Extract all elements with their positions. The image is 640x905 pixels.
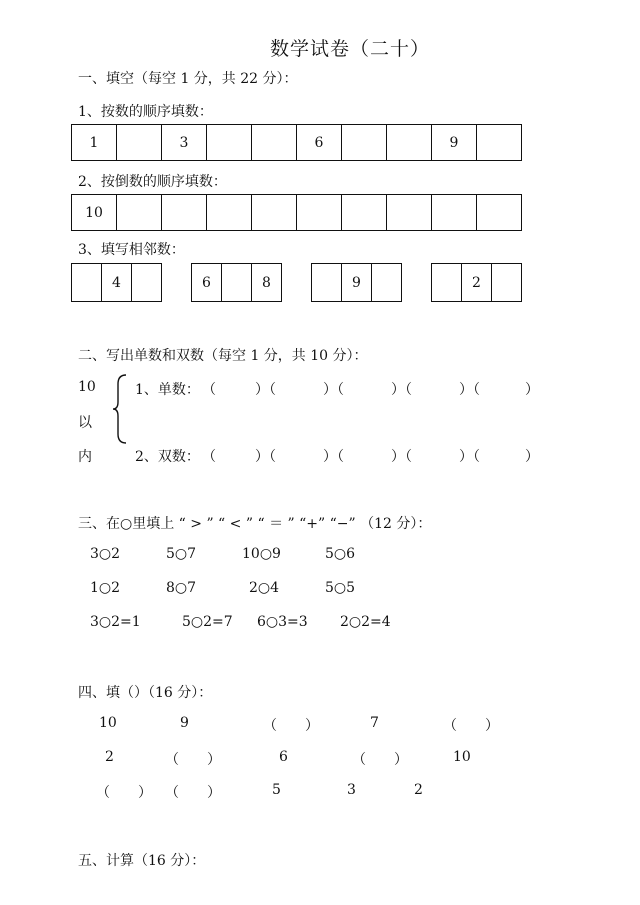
q1-cell[interactable]: 3 (161, 124, 207, 161)
q3-cell[interactable] (431, 263, 462, 302)
compare-item[interactable]: 10○9 (242, 546, 281, 562)
q3-group-1 (71, 263, 162, 302)
q2-cell[interactable] (341, 194, 387, 231)
q2-cell[interactable]: 10 (71, 194, 117, 231)
odd-blank[interactable]: ）（ (391, 382, 412, 398)
sequence-blank[interactable]: （ ） (165, 785, 221, 801)
compare-item[interactable]: 5○6 (325, 546, 356, 562)
even-blank[interactable]: ）（ (391, 449, 412, 465)
q1-cell[interactable]: 1 (71, 124, 117, 161)
q3-cell[interactable] (71, 263, 102, 302)
q1-cell[interactable] (341, 124, 387, 161)
q3-cell[interactable] (311, 263, 342, 302)
odd-blank-close: ） (525, 382, 539, 398)
sequence-item: 9 (180, 715, 189, 731)
equation-item[interactable]: 3○2=1 (90, 614, 141, 630)
q2-cell[interactable] (206, 194, 252, 231)
sequence-item: 2 (414, 782, 423, 798)
even-blank[interactable]: ）（ (255, 449, 276, 465)
q2-grid (71, 194, 522, 231)
sequence-item: 10 (99, 715, 117, 731)
q3-cell[interactable]: 9 (341, 263, 372, 302)
q2-cell[interactable] (296, 194, 342, 231)
side-label-10: 10 (78, 379, 96, 395)
compare-item[interactable]: 5○7 (166, 546, 197, 562)
page-title: 数学试卷（二十） (270, 38, 431, 60)
q3-cell[interactable]: 6 (191, 263, 222, 302)
sequence-item: 5 (272, 782, 281, 798)
q1-cell[interactable] (476, 124, 522, 161)
section2-heading: 二、写出单数和双数（每空 1 分，共 10 分）： (78, 348, 368, 364)
equation-item[interactable]: 5○2=7 (182, 614, 233, 630)
even-blank[interactable]: ）（ (323, 449, 344, 465)
q1-label: 1、按数的顺序填数： (78, 104, 213, 120)
odd-blank[interactable]: ）（ (459, 382, 480, 398)
q3-group-4 (431, 263, 522, 302)
section3-heading: 三、在○里填上 “ > ” “ < ” “ ＝ ” “+” “−” （12 分）： (78, 516, 432, 532)
odd-label: 1、单数： (135, 382, 200, 398)
section1-heading: 一、填空（每空 1 分，共 22 分）： (78, 71, 298, 87)
odd-blank-open: （ (202, 382, 216, 398)
q3-cell[interactable]: 8 (251, 263, 282, 302)
sequence-item: 7 (370, 715, 379, 731)
q3-cell[interactable]: 2 (461, 263, 492, 302)
even-blank-close: ） (525, 449, 539, 465)
compare-item[interactable]: 2○4 (249, 580, 280, 596)
section4-heading: 四、填（）（16 分）： (78, 685, 213, 701)
sequence-item: 6 (279, 749, 288, 765)
q3-label: 3、填写相邻数： (78, 242, 185, 258)
side-label-yi: 以 (78, 415, 92, 431)
q3-cell[interactable] (491, 263, 522, 302)
q1-cell[interactable] (251, 124, 297, 161)
compare-item[interactable]: 3○2 (90, 546, 121, 562)
even-blank-open: （ (202, 449, 216, 465)
q1-grid (71, 124, 522, 161)
sequence-item: 10 (453, 749, 471, 765)
q2-label: 2、按倒数的顺序填数： (78, 174, 227, 190)
even-blank[interactable]: ）（ (459, 449, 480, 465)
side-label-nei: 内 (78, 449, 92, 465)
q2-cell[interactable] (431, 194, 477, 231)
sequence-item: 2 (105, 749, 114, 765)
q2-cell[interactable] (161, 194, 207, 231)
q1-cell[interactable] (116, 124, 162, 161)
section5-heading: 五、计算（16 分）： (78, 853, 206, 869)
even-label: 2、双数： (135, 449, 200, 465)
equation-item[interactable]: 2○2=4 (340, 614, 391, 630)
q3-cell[interactable] (371, 263, 402, 302)
equation-item[interactable]: 6○3=3 (257, 614, 308, 630)
q3-cell[interactable] (131, 263, 162, 302)
q1-cell[interactable] (206, 124, 252, 161)
q3-group-2 (191, 263, 282, 302)
compare-item[interactable]: 8○7 (166, 580, 197, 596)
sequence-blank[interactable]: （ ） (165, 752, 221, 768)
sequence-blank[interactable]: （ ） (263, 718, 319, 734)
sequence-blank[interactable]: （ ） (96, 785, 152, 801)
q2-cell[interactable] (116, 194, 162, 231)
sequence-item: 3 (347, 782, 356, 798)
q2-cell[interactable] (251, 194, 297, 231)
q1-cell[interactable]: 6 (296, 124, 342, 161)
q3-cell[interactable]: 4 (101, 263, 132, 302)
q3-group-3 (311, 263, 402, 302)
q3-cell[interactable] (221, 263, 252, 302)
q2-cell[interactable] (476, 194, 522, 231)
q1-cell[interactable]: 9 (431, 124, 477, 161)
sequence-blank[interactable]: （ ） (443, 718, 499, 734)
q2-cell[interactable] (386, 194, 432, 231)
compare-item[interactable]: 5○5 (325, 580, 356, 596)
left-brace-icon (112, 374, 128, 444)
odd-blank[interactable]: ）（ (255, 382, 276, 398)
compare-item[interactable]: 1○2 (90, 580, 121, 596)
sequence-blank[interactable]: （ ） (352, 752, 408, 768)
q1-cell[interactable] (386, 124, 432, 161)
odd-blank[interactable]: ）（ (323, 382, 344, 398)
